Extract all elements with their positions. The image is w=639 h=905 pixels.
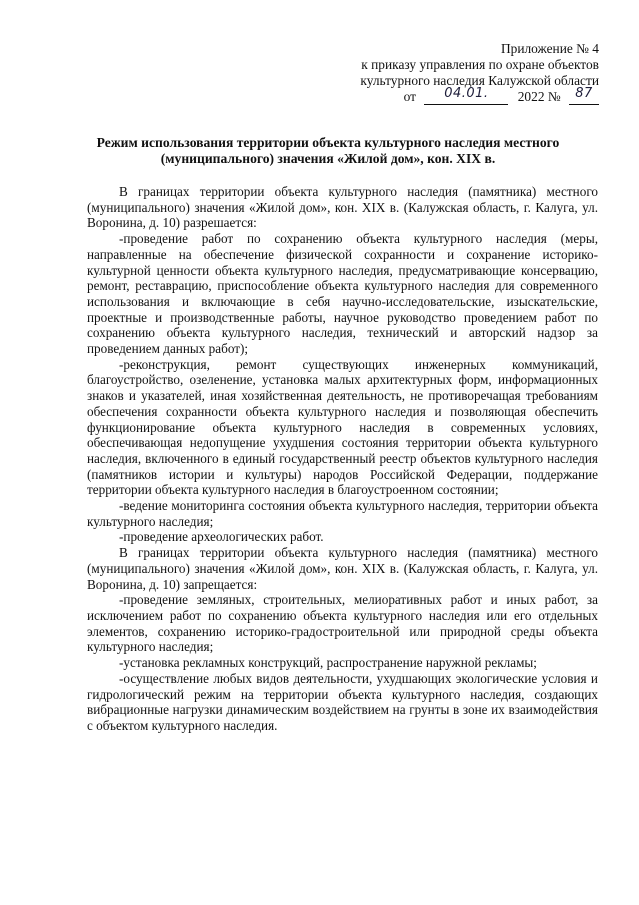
paragraph: В границах территории объекта культурного наследия (памятника) местного (муниципального) значения «Жилой дом», кон. XIX в. (Калужская область, г. Калуга, ул. Воронина, д. 10) запрещается: xyxy=(87,545,598,592)
date-blank xyxy=(424,86,508,105)
number-blank xyxy=(569,86,599,105)
paragraph: -проведение археологических работ. xyxy=(119,529,324,545)
document-body xyxy=(87,184,598,734)
document-title: Режим использования территории объекта культурного наследия местного (муниципального) значения «Жилой дом», кон. XIX в. xyxy=(96,135,560,167)
date-prefix: от xyxy=(403,89,417,104)
appendix-number: Приложение № 4 xyxy=(500,41,599,56)
authority-name: культурного наследия Калужской области xyxy=(360,73,599,88)
paragraph: -осуществление любых видов деятельности, ухудшающих экологические условия и гидрологический режим на территории объекта культурного наследия, создающих вибрационные нагрузки динамическим воздействием на грунты в зоне их взаимодействия с объектом культурного наследия. xyxy=(87,670,598,733)
order-date-line xyxy=(360,86,599,105)
paragraph: -ведение мониторинга состояния объекта культурного наследия, территории объекта культурного наследия; xyxy=(87,498,598,529)
appendix-header xyxy=(360,41,599,105)
paragraph: -проведение земляных, строительных, мелиоративных работ и иных работ, за исключением работ по сохранению объекта культурного наследия или его отдельных элементов, сохранению историко-градостроительной или природной среды объекта культурного наследия; xyxy=(87,592,598,655)
paragraph: -проведение работ по сохранению объекта культурного наследия (меры, направленные на обеспечение физической сохранности и сохранение историко-культурной ценности объекта культурного наследия, предусматривающие консервацию, ремонт, реставрацию, приспособление объекта культурного наследия для современного использования и включающие в себя научно-исследовательские, изыскательские, проектные и производственные работы, научное руководство проведением работ по сохранению объекта культурного наследия, технический и авторский надзор за проведением данных работ); xyxy=(87,231,598,357)
paragraph: -реконструкция, ремонт существующих инженерных коммуникаций, благоустройство, озеленение, установка малых архитектурных форм, информационных знаков и указателей, иная хозяйственная деятельность, не противоречащая требованиям обеспечения сохранности объекта культурного наследия и позволяющая обеспечить функционирование объекта культурного наследия в современных условиях, обеспечивающая недопущение ухудшения состояния территории объекта культурного наследия, включенного в единый государственный реестр объектов культурного наследия (памятников истории и культуры) народов Российской Федерации, поддержание территории объекта культурного наследия в благоустроенном состоянии; xyxy=(87,356,598,498)
handwritten-number: 87 xyxy=(575,86,593,101)
paragraph: -установка рекламных конструкций, распространение наружной рекламы; xyxy=(119,655,537,671)
order-year: 2022 № xyxy=(517,89,561,104)
paragraph: В границах территории объекта культурного наследия (памятника) местного (муниципального) значения «Жилой дом», кон. XIX в. (Калужская область, г. Калуга, ул. Воронина, д. 10) разрешается: xyxy=(87,184,598,231)
handwritten-date: 04.01. xyxy=(444,86,489,101)
order-reference: к приказу управления по охране объектов xyxy=(361,57,599,72)
